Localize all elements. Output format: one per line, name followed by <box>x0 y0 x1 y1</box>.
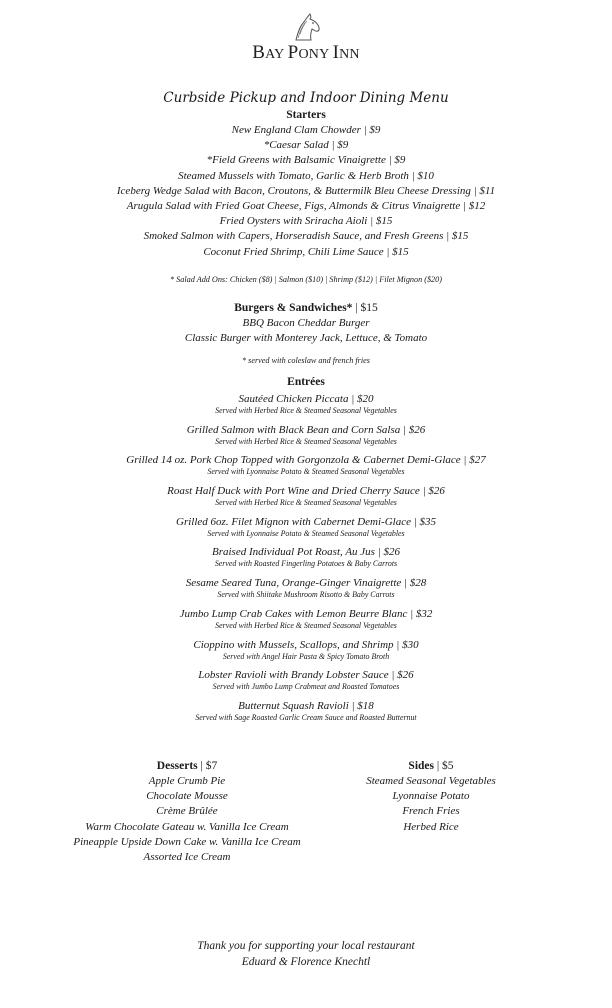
entree-name: Jumbo Lump Crab Cakes with Lemon Beurre Blanc | $32 <box>179 607 433 620</box>
starters-heading: Starters <box>286 109 326 121</box>
entree-item <box>0 545 612 569</box>
sides-section <box>340 758 522 835</box>
entree-name: Grilled Salmon with Black Bean and Corn Salsa | $26 <box>186 423 426 436</box>
entree-name: Lobster Ravioli with Brandy Lobster Sauce | $26 <box>198 669 414 682</box>
thank-you-note <box>0 938 612 970</box>
owner-names: Eduard & Florence Knechtl <box>241 956 371 968</box>
entree-name: Butternut Squash Ravioli | $18 <box>238 699 374 712</box>
starter-item: Arugula Salad with Fried Goat Cheese, Figs, Almonds & Citrus Vinaigrette | $12 <box>126 200 486 213</box>
entree-item <box>0 668 612 692</box>
desserts-heading: Desserts | $7 <box>156 760 218 772</box>
starter-item: *Caesar Salad | $9 <box>263 139 349 152</box>
entree-side: Served with Herbed Rice & Steamed Seasonal Vegetables <box>215 620 397 630</box>
entree-side: Served with Sage Roasted Garlic Cream Sauce and Roasted Butternut <box>195 712 417 722</box>
starter-item: Fried Oysters with Sriracha Aioli | $15 <box>219 215 393 228</box>
dessert-item: Chocolate Mousse <box>146 790 228 803</box>
entree-side: Served with Roasted Fingerling Potatoes & Baby Carrots <box>214 559 398 569</box>
horse-head-icon <box>288 12 324 42</box>
entree-item <box>0 576 612 600</box>
entree-item <box>0 699 612 723</box>
entree-name: Sesame Seared Tuna, Orange-Ginger Vinaigrette | $28 <box>185 577 427 590</box>
burgers-note: * served with coleslaw and french fries <box>242 356 370 365</box>
entree-name: Roast Half Duck with Port Wine and Dried Cherry Sauce | $26 <box>167 485 445 498</box>
starter-item: Steamed Mussels with Tomato, Garlic & Herb Broth | $10 <box>178 169 434 182</box>
entree-side: Served with Herbed Rice & Steamed Seasonal Vegetables <box>215 436 397 446</box>
entree-side: Served with Jumbo Lump Crabmeat and Roasted Tomatoes <box>212 682 400 692</box>
entrees-section <box>0 375 612 730</box>
dessert-item: Apple Crumb Pie <box>148 775 226 787</box>
logo <box>0 12 612 64</box>
burger-item: BBQ Bacon Cheddar Burger <box>242 317 370 329</box>
entree-side: Served with Shiitake Mushroom Risotto & Baby Carrots <box>217 590 395 600</box>
side-item: Steamed Seasonal Vegetables <box>366 775 496 787</box>
entree-side: Served with Angel Hair Pasta & Spicy Tomato Broth <box>222 651 390 661</box>
entree-name: Braised Individual Pot Roast, Au Jus | $26 <box>212 546 400 559</box>
side-item: French Fries <box>402 805 460 818</box>
entree-side: Served with Lyonnaise Potato & Steamed Seasonal Vegetables <box>207 467 405 477</box>
entree-item <box>0 484 612 508</box>
starter-item: *Field Greens with Balsamic Vinaigrette | $9 <box>206 154 406 167</box>
menu-title: Curbside Pickup and Indoor Dining Menu <box>163 90 449 106</box>
side-item: Lyonnaise Potato <box>392 790 470 803</box>
sides-heading: Sides | $5 <box>408 760 454 772</box>
entree-name: Grilled 6oz. Filet Mignon with Cabernet Demi-Glace | $35 <box>176 515 436 528</box>
entrees-heading: Entrées <box>287 376 325 388</box>
starters-section <box>0 108 612 260</box>
dessert-item: Assorted Ice Cream <box>143 851 231 864</box>
entree-side: Served with Herbed Rice & Steamed Seasonal Vegetables <box>215 498 397 508</box>
entree-item <box>0 453 612 477</box>
entree-item <box>0 392 612 416</box>
burger-item: Classic Burger with Monterey Jack, Lettuce, & Tomato <box>184 332 428 345</box>
entree-side: Served with Lyonnaise Potato & Steamed Seasonal Vegetables <box>207 528 405 538</box>
starter-item: Coconut Fried Shrimp, Chili Lime Sauce | $15 <box>203 245 409 258</box>
salad-add-ons-note: * Salad Add Ons: Chicken ($8) | Salmon ($10) | Shrimp ($12) | Filet Mignon ($20) <box>170 275 442 284</box>
dessert-item: Crème Brûlée <box>156 805 218 818</box>
desserts-section <box>62 758 312 865</box>
entree-item <box>0 607 612 631</box>
entree-item <box>0 638 612 662</box>
burgers-heading: Burgers & Sandwiches* | $15 <box>234 302 378 314</box>
entree-side: Served with Herbed Rice & Steamed Seasonal Vegetables <box>215 406 397 415</box>
dessert-item: Warm Chocolate Gateau w. Vanilla Ice Cream <box>85 820 289 833</box>
entree-name: Cioppino with Mussels, Scallops, and Shrimp | $30 <box>193 638 419 651</box>
burgers-section <box>0 301 612 346</box>
thank-you-line: Thank you for supporting your local restaurant <box>197 940 415 952</box>
starter-item: Smoked Salmon with Capers, Horseradish Sauce, and Fresh Greens | $15 <box>143 230 469 243</box>
starter-item: New England Clam Chowder | $9 <box>231 124 381 136</box>
starter-item: Iceberg Wedge Salad with Bacon, Croutons, & Buttermilk Bleu Cheese Dressing | $11 <box>116 184 496 197</box>
entree-name: Grilled 14 oz. Pork Chop Topped with Gorgonzola & Cabernet Demi-Glace | $27 <box>126 454 486 467</box>
dessert-item: Pineapple Upside Down Cake w. Vanilla Ice Cream <box>73 835 301 848</box>
side-item: Herbed Rice <box>403 820 459 833</box>
entree-item <box>0 515 612 539</box>
entree-name: Sautéed Chicken Piccata | $20 <box>238 393 374 405</box>
brand-name: BAY PONY INN <box>252 42 360 63</box>
entree-item <box>0 423 612 447</box>
